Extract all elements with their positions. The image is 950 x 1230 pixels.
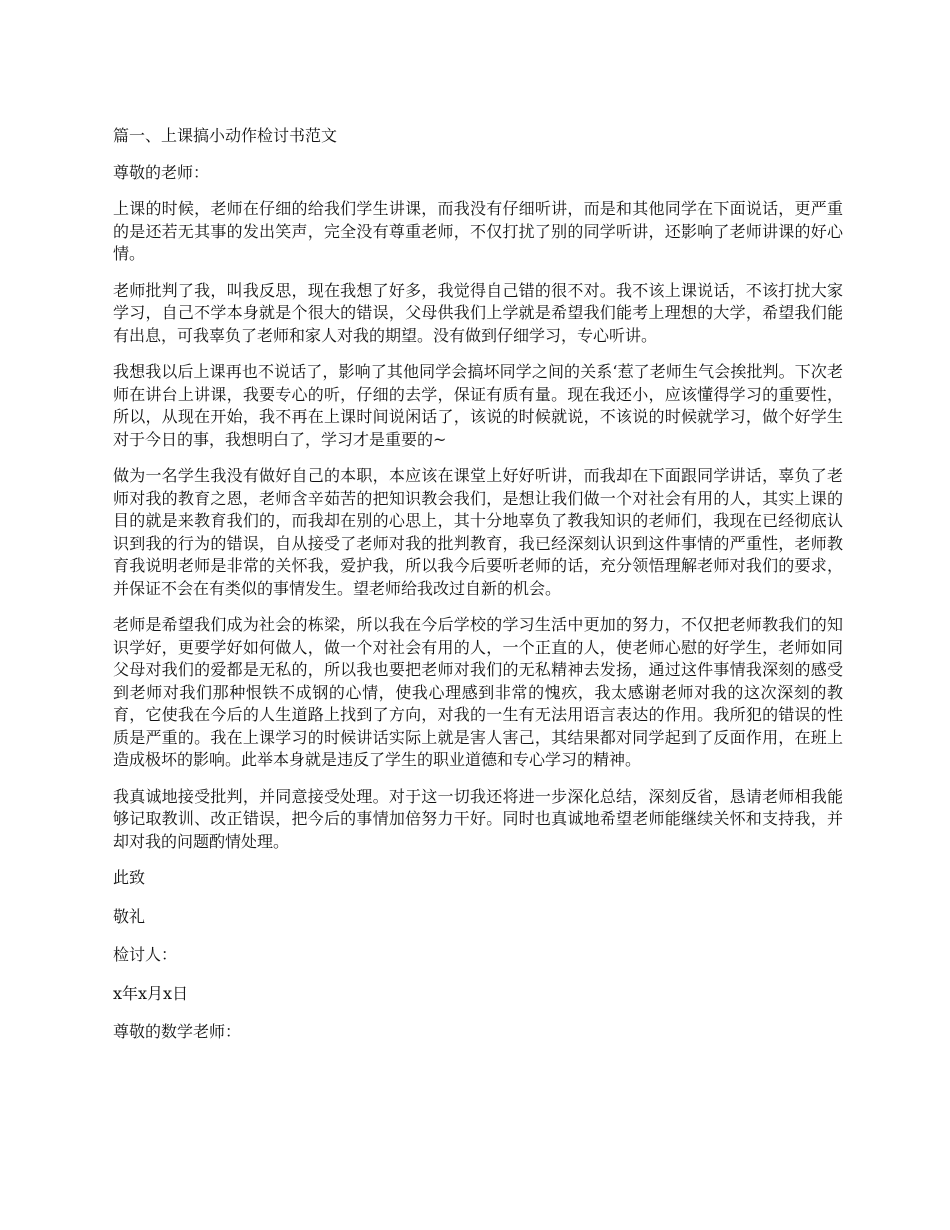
body-paragraph-1: 上课的时候，老师在仔细的给我们学生讲课，而我没有仔细听讲，而是和其他同学在下面说话，更严重的是还若无其事的发出笑声，完全没有尊重老师，不仅打扰了别的同学听讲，还影响了老师讲课的好心情。 — [113, 199, 843, 263]
salutation: 尊敬的老师： — [113, 162, 210, 182]
closing-line-1: 此致 — [113, 868, 146, 887]
closing-line-2: 敬礼 — [113, 906, 146, 926]
document-page — [113, 125, 843, 1058]
signer-label: 检讨人： — [113, 945, 178, 964]
date-line: x年x月x日 — [113, 983, 189, 1003]
body-paragraph-6: 我真诚地接受批判，并同意接受处理。对于这一切我还将进一步深化总结，深刻反省，恳请老师相我能够记取教训、改正错误，把今后的事情加倍努力干好。同时也真诚地希望老师能继续关怀和支持我，并却对我的问题酌情处理。 — [113, 786, 843, 851]
body-paragraph-4: 做为一名学生我没有做好自己的本职，本应该在课堂上好好听讲，而我却在下面跟同学讲话，辜负了老师对我的教育之恩，老师含辛茹苦的把知识教会我们，是想让我们做一个对社会有用的人，其实上课的目的就是来教育我们的，而我却在别的心思上，其十分地辜负了教我知识的老师们，我现在已经彻底认识到我的行为的错误，自从接受了老师对我的批判教育，我已经深刻认识到这件事情的严重性，老师教育我说明老师是非常的关怀我，爱护我，所以我今后要听老师的话，充分领悟理解老师对我们的要求，并保证不会在有类似的事情发生。望老师给我改过自新的机会。 — [113, 466, 843, 598]
body-paragraph-2: 老师批判了我，叫我反思，现在我想了好多，我觉得自己错的很不对。我不该上课说话，不该打扰大家学习，自己不学本身就是个很大的错误，父母供我们上学就是希望我们能考上理想的大学，希望我们能有出息，可我辜负了老师和家人对我的期望。没有做到仔细学习，专心听讲。 — [113, 280, 843, 345]
body-paragraph-5: 老师是希望我们成为社会的栋梁，所以我在今后学校的学习生活中更加的努力，不仅把老师教我们的知识学好，更要学好如何做人，做一个对社会有用的人，一个正直的人，使老师心慰的好学生，老师如同父母对我们的爱都是无私的，所以我也要把老师对我们的无私精神去发扬，通过这件事情我深刻的感受到老师对我们那种恨铁不成钢的心情，使我心理感到非常的愧疚，我太感谢老师对我的这次深刻的教育，它使我在今后的人生道路上找到了方向，对我的一生有无法用语言表达的作用。我所犯的错误的性质是严重的。我在上课学习的时候讲话实际上就是害人害己，其结果都对同学起到了反面作用，在班上造成极坏的影响。此举本身就是违反了学生的职业道德和专心学习的精神。 — [113, 615, 843, 769]
next-salutation: 尊敬的数学老师： — [113, 1022, 242, 1041]
body-paragraph-3: 我想我以后上课再也不说话了，影响了其他同学会搞坏同学之间的关系‘惹了老师生气会挨批判。下次老师在讲台上讲课，我要专心的听，仔细的去学，保证有质有量。现在我还小，应该懂得学习的重要性，所以，从现在开始，我不再在上课时间说闲话了，该说的时候就说，不该说的时候就学习，做个好学生对于今日的事，我想明白了，学习才是重要的~ — [113, 362, 843, 449]
document-title: 篇一、上课搞小动作检讨书范文 — [113, 126, 338, 145]
